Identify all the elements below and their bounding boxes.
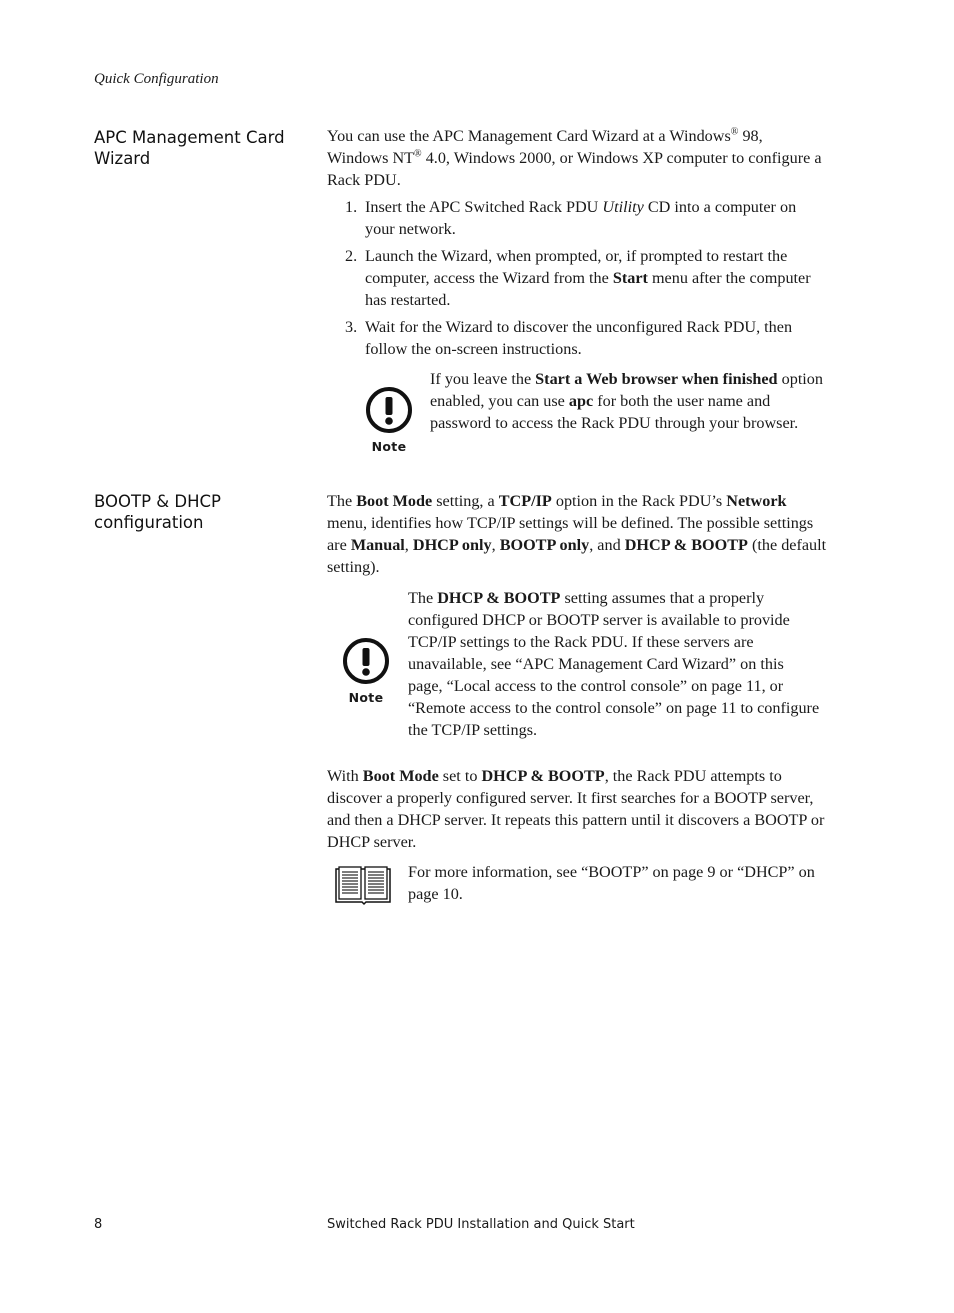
note-label: Note <box>348 690 384 705</box>
note-icon <box>362 386 416 454</box>
registered-mark: ® <box>730 126 739 138</box>
list-item: 1. Insert the APC Switched Rack PDU Utility CD into a computer on your network. <box>345 198 797 238</box>
wizard-intro: You can use the APC Management Card Wizard at a Windows® 98, Windows NT® 4.0, Windows 2000, or Windows XP computer to configure a Rack PDU. <box>327 126 822 189</box>
reference-note: For more information, see “BOOTP” on page 9 or “DHCP” on page 10. <box>408 863 815 903</box>
page-number: 8 <box>94 1217 103 1232</box>
book-icon <box>333 864 393 906</box>
note-label: Note <box>371 439 407 454</box>
wizard-steps <box>327 196 827 365</box>
registered-mark: ® <box>414 148 422 160</box>
boot-search-paragraph: With Boot Mode set to DHCP & BOOTP, the Rack PDU attempts to discover a properly configured server. It first searches for a BOOTP server, and then a DHCP server. It repeats this pattern until it discovers a BOOTP or DHCP server. <box>327 767 825 851</box>
running-head: Quick Configuration <box>94 71 219 87</box>
wizard-note: If you leave the Start a Web browser when finished option enabled, you can use apc for both the user name and password to access the Rack PDU through your browser. <box>430 370 823 432</box>
book-icon-wrapper <box>333 864 393 911</box>
section-heading-bootp-dhcp: BOOTP & DHCP configuration <box>94 492 221 532</box>
exclamation-icon <box>363 386 415 438</box>
list-item: 2. Launch the Wizard, when prompted, or, if prompted to restart the computer, access the Wizard from the Start menu after the computer has restarted. <box>345 247 811 309</box>
note-icon <box>339 637 393 705</box>
dhcp-bootp-note: The DHCP & BOOTP setting assumes that a properly configured DHCP or BOOTP server is available to provide TCP/IP settings to the Rack PDU. If these servers are unavailable, see “APC Management Card Wizard” on this page, “Local access to the control console” on page 11, or “Remote access to the control console” on page 11 to configure the TCP/IP settings. <box>408 589 820 739</box>
footer-title: Switched Rack PDU Installation and Quick Start <box>327 1217 635 1232</box>
section-heading-wizard: APC Management Card Wizard <box>94 128 285 168</box>
boot-mode-paragraph: The Boot Mode setting, a TCP/IP option in the Rack PDU’s Network menu, identifies how TCP/IP settings will be defined. The possible settings are Manual, DHCP only, BOOTP only, and DHCP & BOOTP (the default setting). <box>327 492 827 576</box>
list-item: 3. Wait for the Wizard to discover the unconfigured Rack PDU, then follow the on-screen instructions. <box>345 318 793 358</box>
exclamation-icon <box>340 637 392 689</box>
